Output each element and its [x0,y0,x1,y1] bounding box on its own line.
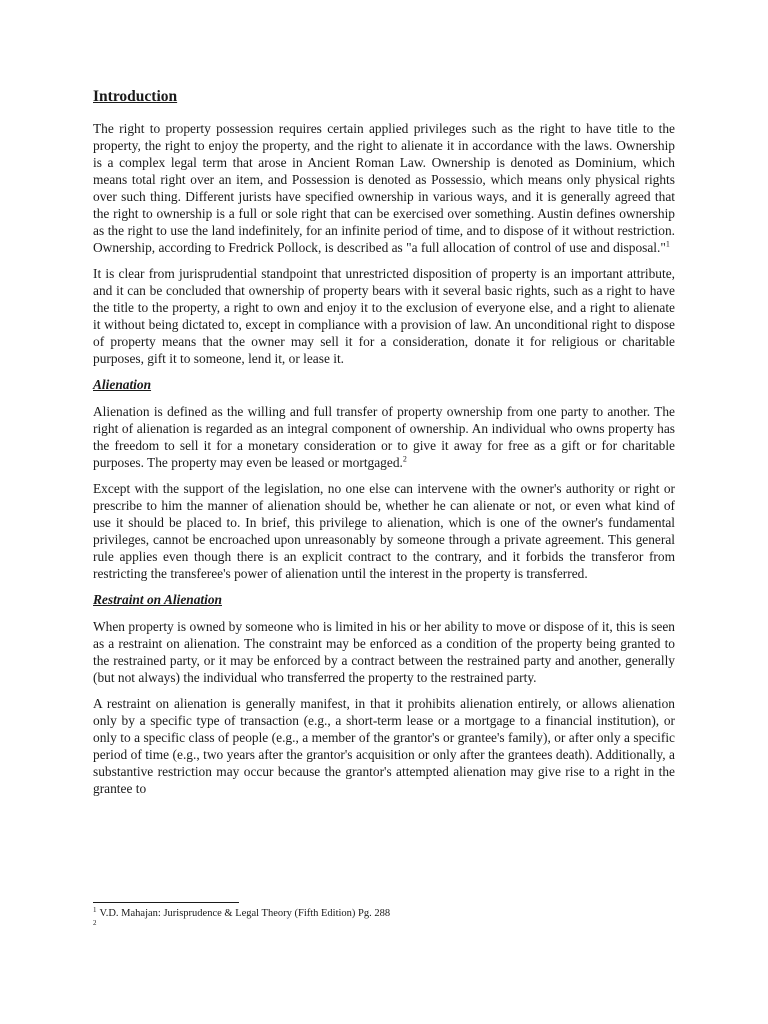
alienation-paragraph-1-text: Alienation is defined as the willing and full transfer of property ownership from one party to another. The right of alienation is regarded as an integral component of ownership. An individual who owns property has the freedom to sell it for a monetary consideration or to give it away for free as a gift or for charitable purposes. The property may even be leased or mortgaged. [93,404,675,470]
footnote-ref-1[interactable]: 1 [665,239,670,249]
intro-paragraph-2: It is clear from jurisprudential standpoint that unrestricted disposition of property is an important attribute, and it can be concluded that ownership of property bears with it several basic rights, such as a right to have the title to the property, a right to own and enjoy it to the exclusion of everyone else, and a right to alienate it without being dictated to, except in compliance with a provision of law. An unconditional right to dispose of property means that the owner may sell it for a consideration, donate it for religious or charitable purposes, gift it to someone, lend it, or lease it. [93,266,675,366]
alienation-paragraph-2: Except with the support of the legislation, no one else can intervene with the owner's authority or right or prescribe to him the manner of alienation should be, whether he can alienate or not, or even what kind of use it should be placed to. In brief, this privilege to alienation, which is one of the owner's fundamental privileges, cannot be encroached upon unreasonably by someone through a private agreement. This general rule applies even though there is an explicit contract to the contrary, and it forbids the transferor from restricting the transferee's power of alienation until the interest in the property is transferred. [93,481,675,581]
page-title: Introduction [93,88,178,105]
alienation-paragraph-1 [93,403,675,471]
footnote-1 [93,907,675,920]
footnote-divider [93,902,239,903]
footnote-2 [93,920,675,933]
footnote-1-number: 1 [93,905,97,914]
intro-paragraph-1-text: The right to property possession requires certain applied privileges such as the right to have title to the property, the right to enjoy the property, and the right to alienate it in accordance with the laws. Ownership is a complex legal term that arose in Ancient Roman Law. Ownership is denoted as Dominium, which means total right over an item, and Possession is denoted as Possessio, which means only physical rights over such thing. Different jurists have specified ownership in various ways, and it is generally agreed that the right to ownership is a full or sole right that can be exercised over something. Austin defines ownership as the right to use the land indefinitely, for an infinite period of time, and to dispose of it without restriction. Ownership, according to Fredrick Pollock, is described as "a full allocation of control of use and disposal." [93,121,675,255]
restraint-heading: Restraint on Alienation [93,592,222,607]
footnotes-section [93,902,675,933]
footnote-ref-2[interactable]: 2 [402,454,407,464]
footnote-1-text: V.D. Mahajan: Jurisprudence & Legal Theory (Fifth Edition) Pg. 288 [99,908,391,919]
document-page [93,86,675,806]
intro-paragraph-1 [93,120,675,256]
footnote-2-number: 2 [93,918,97,927]
restraint-paragraph-2: A restraint on alienation is generally manifest, in that it prohibits alienation entirely, or allows alienation only by a specific type of transaction (e.g., a short-term lease or a mortgage to a financial institution), or only to a specific class of people (e.g., a member of the grantor's or grantee's family), or after only a specific period of time (e.g., two years after the grantor's acquisition or only after the grantees death). Additionally, a substantive restriction may occur because the grantor's attempted alienation may give rise to a right in the grantee to [93,696,675,796]
alienation-heading: Alienation [93,377,152,392]
restraint-paragraph-1: When property is owned by someone who is limited in his or her ability to move or dispose of it, this is seen as a restraint on alienation. The constraint may be enforced as a condition of the property being granted to the restrained party, or it may be enforced by a contract between the restrained party and another, generally (but not always) the individual who transferred the property to the restrained party. [93,619,675,685]
